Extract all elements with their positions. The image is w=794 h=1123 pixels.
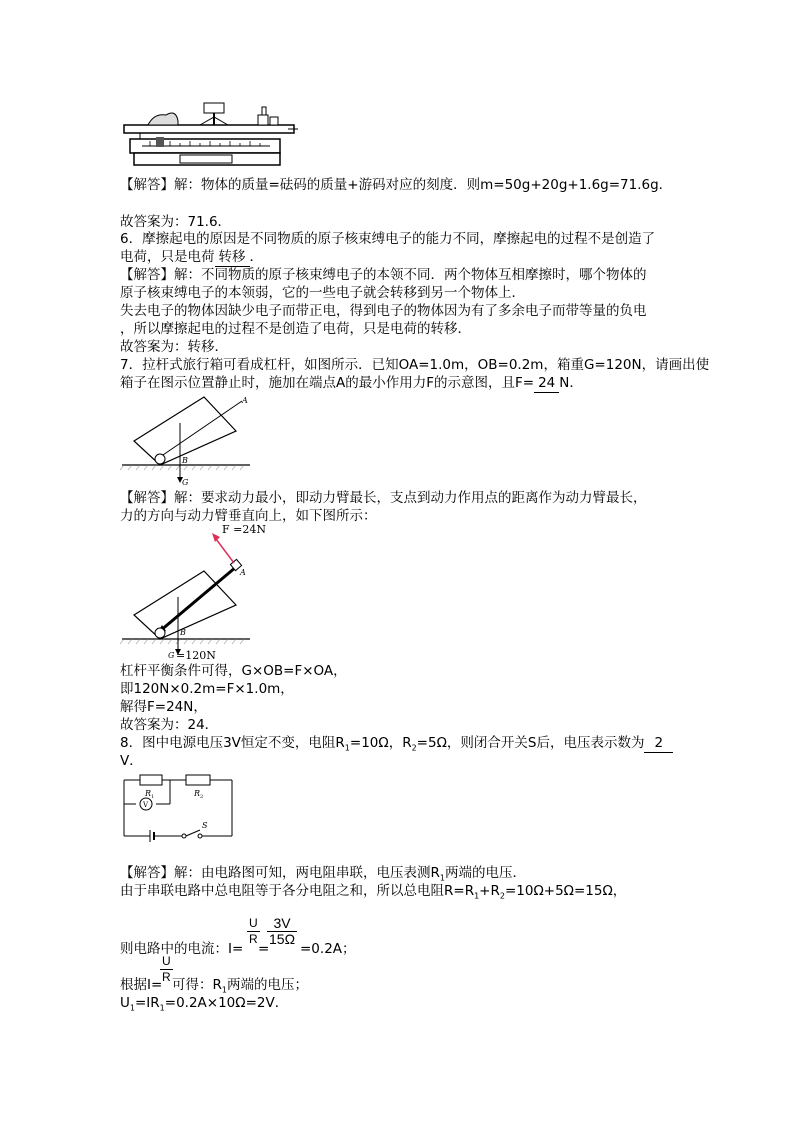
circuit-diagram xyxy=(120,768,240,842)
question-7-unit: N． xyxy=(559,375,583,391)
label-switch: S xyxy=(202,821,208,830)
question-7-blank: 24 xyxy=(534,374,559,393)
question-6-line-2 xyxy=(120,248,263,267)
answer-8-voltage-text-2: 可得：$R_1$两端的电压； xyxy=(172,977,308,995)
answer-8-current-result: =0.2A； xyxy=(300,941,356,957)
label-force: F =24N xyxy=(222,523,266,536)
label-g: G xyxy=(168,651,175,660)
balance-scale-figure xyxy=(120,95,300,170)
label-g-value: =120N xyxy=(176,649,216,662)
answer-6-result: 故答案为：转移． xyxy=(120,339,228,355)
label-r2-sub: 2 xyxy=(200,794,204,800)
question-7-line-1: 7．拉杆式旅行箱可看成杠杆，如图所示．已知OA=1.0m，OB=0.2m，箱重G=120N，请画出使 xyxy=(120,357,710,373)
question-7-text: 箱子在图示位置静止时，施加在端点A的最小作用力F的示意图，且F= xyxy=(120,375,535,391)
answer-8-line-1: 【解答】解：由电路图可知，两电阻串联，电压表测$R_1$两端的电压． xyxy=(120,865,526,883)
fraction-ohm-2: $\frac{U}{R}$ xyxy=(162,954,171,984)
lever-question-figure xyxy=(120,393,260,485)
question-6-blank: 转移 xyxy=(215,248,250,267)
answer-6-line-2: 原子核束缚电子的本领弱，它的一些电子就会转移到另一个物体上． xyxy=(120,285,525,301)
fraction-value: $\frac{3V}{15\Omega}$ xyxy=(269,915,296,947)
answer-7-line-2: 力的方向与动力臂垂直向上，如下图所示： xyxy=(120,508,377,524)
label-a: A xyxy=(240,568,246,577)
question-8-line-1: 8．图中电源电压3V恒定不变，电阻$R_1=10\Omega$，$R_2=5\Omega$，则闭合开关S后，电压表示数为 2 xyxy=(120,734,673,758)
answer-6-line-3: 失去电子的物体因缺少电子而带正电，得到电子的物体因为有了多余电子而带等量的负电 xyxy=(120,303,647,319)
answer-7-equation-2: 即120N×0.2m=F×1.0m， xyxy=(120,681,294,697)
answer-5-text: 【解答】解：物体的质量=砝码的质量+游码对应的刻度．则m=50g+20g+1.6g=71.6g． xyxy=(120,177,673,193)
question-7-line-2 xyxy=(120,374,583,393)
label-b: B xyxy=(182,456,188,465)
answer-7-equation-3: 解得F=24N， xyxy=(120,699,207,715)
label-b: B xyxy=(180,628,186,637)
answer-6-line-4: ，所以摩擦起电的过程不是创造了电荷，只是电荷的转移． xyxy=(120,321,471,337)
question-8-blank: 2 xyxy=(644,734,673,753)
lever-answer-figure xyxy=(120,523,266,662)
answer-7-equation-1: 杠杆平衡条件可得，G×OB=F×OA， xyxy=(120,663,347,679)
answer-5-result: 故答案为：71.6． xyxy=(120,214,232,230)
question-6-line-1: 6．摩擦起电的原因是不同物质的原子核束缚电子的能力不同，摩擦起电的过程不是创造了 xyxy=(120,231,656,247)
answer-8-voltage-text-1: 根据I= xyxy=(120,977,163,993)
answer-7-result: 故答案为：24． xyxy=(120,717,219,733)
answer-8-final: $U_1=IR_1=0.2A\times 10\Omega=2V$． xyxy=(120,995,289,1013)
answer-6-line-1: 【解答】解：不同物质的原子核束缚电子的本领不同．两个物体互相摩擦时，哪个物体的 xyxy=(120,267,647,283)
answer-7-line-1: 【解答】解：要求动力最小，即动力臂最长，支点到动力作用点的距离作为动力臂最长， xyxy=(120,490,647,506)
question-8-line-2: V． xyxy=(120,753,143,769)
label-g: G xyxy=(182,478,189,487)
label-voltmeter: V xyxy=(143,801,149,809)
answer-8-equals: = xyxy=(258,941,270,957)
question-6-text: 电荷，只是电荷 xyxy=(120,249,215,265)
label-r1: R xyxy=(145,789,152,798)
fraction-ohm-1: $\frac{U}{R}$ xyxy=(249,916,258,946)
label-a: A xyxy=(242,396,248,405)
answer-8-current-text: 则电路中的电流：I= xyxy=(120,941,244,957)
answer-8-line-2: 由于串联电路中总电阻等于各分电阻之和，所以总电阻$R=R_1+R_2=10\Omega+5\Omega=15\Omega$， xyxy=(120,883,627,901)
label-r2: R xyxy=(194,789,201,798)
label-r1-sub: 1 xyxy=(151,794,155,800)
question-6-period: ． xyxy=(249,249,263,265)
